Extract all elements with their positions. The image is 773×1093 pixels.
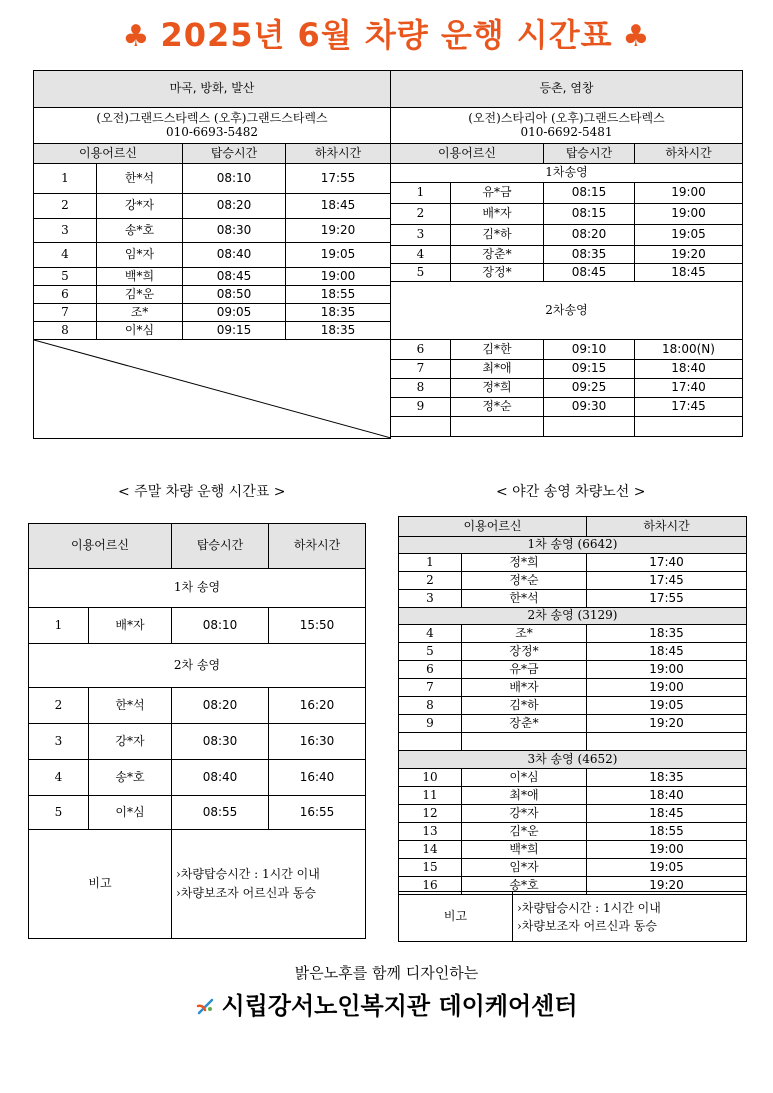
table-row: [34, 304, 391, 322]
table-row: [34, 164, 391, 194]
route-a-vehicle: (오전)그랜드스타렉스 (오후)그랜드스타렉스: [96, 111, 328, 126]
drop-off-time: 18:00(N): [635, 340, 743, 360]
third-run-label: 3차 송영 (4652): [399, 751, 747, 769]
drop-off-time: 18:35: [587, 769, 747, 787]
drop-off-time: 19:00: [286, 268, 391, 286]
senior-name: 송*호: [462, 877, 587, 895]
senior-name: 임*자: [97, 243, 183, 268]
senior-name: 송*호: [89, 760, 172, 796]
row-number: 1: [391, 183, 451, 204]
diagonal-line: [34, 340, 391, 438]
note-line: ›차량탑승시간 : 1시간 이내: [517, 900, 661, 915]
row-number: 13: [399, 823, 462, 841]
senior-name: 정*희: [451, 379, 544, 398]
senior-name: 최*애: [462, 787, 587, 805]
drop-off-time: 17:45: [635, 398, 743, 417]
table-row: [399, 625, 747, 643]
boarding-time: 08:50: [183, 286, 286, 304]
column-header: 이용어르신: [29, 524, 172, 569]
note-label: 비고: [399, 892, 513, 942]
drop-off-time: 16:30: [269, 724, 366, 760]
drop-off-time: 18:35: [286, 304, 391, 322]
notes-cell: [513, 892, 747, 942]
boarding-time: 08:20: [183, 194, 286, 219]
drop-off-time: 17:45: [587, 572, 747, 590]
drop-off-time: 19:05: [286, 243, 391, 268]
column-header: 하차시간: [587, 517, 747, 537]
row-number: 12: [399, 805, 462, 823]
row-number: 9: [399, 715, 462, 733]
row-number: 2: [34, 194, 97, 219]
table-row: [391, 204, 743, 225]
row-number: 11: [399, 787, 462, 805]
table-row: [399, 643, 747, 661]
table-row: [34, 268, 391, 286]
row-number: 6: [34, 286, 97, 304]
senior-name: 정*희: [462, 554, 587, 572]
drop-off-time: 17:40: [635, 379, 743, 398]
drop-off-time: 17:55: [286, 164, 391, 194]
senior-name: 김*운: [97, 286, 183, 304]
route-a-vehicle-info: [34, 108, 391, 144]
table-row: [399, 715, 747, 733]
drop-off-time: 19:20: [587, 877, 747, 895]
note-label: 비고: [29, 830, 172, 939]
drop-off-time: 16:55: [269, 796, 366, 830]
drop-off-time: 19:05: [635, 225, 743, 246]
night-table: [398, 516, 747, 895]
drop-off-time: 19:00: [635, 204, 743, 225]
row-number: 5: [391, 264, 451, 282]
boarding-time: 08:10: [183, 164, 286, 194]
senior-name: 장춘*: [451, 246, 544, 264]
boarding-time: 08:45: [183, 268, 286, 286]
table-row: [391, 340, 743, 360]
route-b-vehicle: (오전)스타리아 (오후)그랜드스타렉스: [468, 111, 665, 126]
senior-name: 최*애: [451, 360, 544, 379]
drop-off-time: 18:45: [587, 805, 747, 823]
drop-off-time: 19:05: [587, 859, 747, 877]
row-number: 6: [399, 661, 462, 679]
boarding-time: 09:05: [183, 304, 286, 322]
boarding-time: 09:30: [544, 398, 635, 417]
senior-name: 한*석: [462, 590, 587, 608]
table-row: [399, 661, 747, 679]
route-a-phone: 010-6693-5482: [165, 124, 259, 139]
footer-org: [0, 986, 773, 1021]
drop-off-time: 16:20: [269, 688, 366, 724]
drop-off-time: 17:55: [587, 590, 747, 608]
row-number: 16: [399, 877, 462, 895]
table-row: [391, 183, 743, 204]
route-a-table: [33, 70, 391, 439]
route-b-vehicle-info: [391, 108, 743, 144]
senior-name: 장정*: [451, 264, 544, 282]
senior-name: 강*자: [462, 805, 587, 823]
row-number: 15: [399, 859, 462, 877]
row-number: 8: [34, 322, 97, 340]
senior-name: 김*운: [462, 823, 587, 841]
note-line: ›차량보조자 어르신과 동승: [176, 886, 316, 900]
senior-name: 장춘*: [462, 715, 587, 733]
row-number: 4: [399, 625, 462, 643]
table-row: [391, 360, 743, 379]
table-row: [399, 787, 747, 805]
welfare-center-logo-icon: [195, 997, 215, 1017]
column-header: 이용어르신: [399, 517, 587, 537]
table-row: [29, 688, 366, 724]
table-row: [399, 805, 747, 823]
drop-off-time: 18:55: [587, 823, 747, 841]
table-row: [399, 679, 747, 697]
row-number: 2: [29, 688, 89, 724]
table-row: [391, 398, 743, 417]
table-row: [29, 760, 366, 796]
table-row: [29, 608, 366, 644]
boarding-time: 08:20: [544, 225, 635, 246]
row-number: 4: [29, 760, 89, 796]
row-number: 1: [399, 554, 462, 572]
table-row: [391, 379, 743, 398]
row-number: 3: [391, 225, 451, 246]
drop-off-time: 19:20: [286, 219, 391, 243]
empty-diagonal-cell: [34, 340, 391, 439]
table-row: [399, 769, 747, 787]
table-row: [34, 286, 391, 304]
footer-tagline: 밝은노후를 함께 디자인하는: [294, 964, 479, 982]
table-row: [34, 322, 391, 340]
drop-off-time: 18:45: [587, 643, 747, 661]
weekend-title: < 주말 차량 운행 시간표 >: [118, 484, 286, 500]
route-b-table: [390, 70, 743, 437]
drop-off-time: 19:05: [587, 697, 747, 715]
senior-name: 백*희: [462, 841, 587, 859]
weekend-table: [28, 523, 366, 939]
row-number: 4: [391, 246, 451, 264]
drop-off-time: 19:00: [587, 679, 747, 697]
senior-name: 임*자: [462, 859, 587, 877]
row-number: 3: [34, 219, 97, 243]
boarding-time: 09:10: [544, 340, 635, 360]
drop-off-time: 18:40: [635, 360, 743, 379]
route-a-region: 마곡, 방화, 발산: [34, 71, 391, 108]
senior-name: 배*자: [451, 204, 544, 225]
boarding-time: 09:15: [183, 322, 286, 340]
note-line: ›차량탑승시간 : 1시간 이내: [176, 866, 320, 881]
boarding-time: 08:15: [544, 183, 635, 204]
drop-off-time: 18:45: [286, 194, 391, 219]
row-number: 7: [34, 304, 97, 322]
senior-name: 백*희: [97, 268, 183, 286]
column-header: 하차시간: [635, 144, 743, 164]
boarding-time: 09:25: [544, 379, 635, 398]
table-row: [34, 243, 391, 268]
page-title: ♣ 2025년 6월 차량 운행 시간표 ♣: [122, 16, 651, 54]
row-number: 8: [391, 379, 451, 398]
boarding-time: 09:15: [544, 360, 635, 379]
org-name: 시립강서노인복지관 데이케어센터: [221, 992, 578, 1020]
senior-name: 조*: [97, 304, 183, 322]
drop-off-time: 18:35: [587, 625, 747, 643]
row-number: 7: [399, 679, 462, 697]
row-number: 8: [399, 697, 462, 715]
drop-off-time: 18:55: [286, 286, 391, 304]
senior-name: 배*자: [89, 608, 172, 644]
table-row: [29, 796, 366, 830]
row-number: 9: [391, 398, 451, 417]
senior-name: 송*호: [97, 219, 183, 243]
row-number: 14: [399, 841, 462, 859]
row-number: 5: [29, 796, 89, 830]
table-row: [399, 554, 747, 572]
first-run-label: 1차 송영 (6642): [399, 537, 747, 554]
senior-name: 이*심: [462, 769, 587, 787]
senior-name: 김*하: [462, 697, 587, 715]
table-row: [399, 859, 747, 877]
drop-off-time: 19:00: [635, 183, 743, 204]
boarding-time: 08:40: [183, 243, 286, 268]
column-header: 하차시간: [269, 524, 366, 569]
row-number: 1: [29, 608, 89, 644]
note-line: ›차량보조자 어르신과 동승: [517, 918, 657, 933]
boarding-time: 08:30: [172, 724, 269, 760]
table-row: [391, 246, 743, 264]
drop-off-time: 17:40: [587, 554, 747, 572]
boarding-time: 08:10: [172, 608, 269, 644]
senior-name: 강*자: [89, 724, 172, 760]
row-number: 3: [399, 590, 462, 608]
column-header: 탑승시간: [183, 144, 286, 164]
boarding-time: 08:15: [544, 204, 635, 225]
club-icon: ♣: [622, 19, 651, 54]
row-number: 1: [34, 164, 97, 194]
senior-name: 장정*: [462, 643, 587, 661]
table-row: [29, 724, 366, 760]
table-row: [399, 697, 747, 715]
table-row: [34, 194, 391, 219]
senior-name: 김*하: [451, 225, 544, 246]
senior-name: 한*석: [89, 688, 172, 724]
senior-name: 이*심: [89, 796, 172, 830]
table-row: [34, 219, 391, 243]
senior-name: 정*순: [462, 572, 587, 590]
boarding-time: 08:45: [544, 264, 635, 282]
second-run-label: 2차 송영 (3129): [399, 608, 747, 625]
second-run-label: 2차 송영: [29, 644, 366, 688]
senior-name: 강*자: [97, 194, 183, 219]
route-b-phone: 010-6692-5481: [520, 124, 613, 139]
column-header: 하차시간: [286, 144, 391, 164]
boarding-time: 08:20: [172, 688, 269, 724]
table-row: [399, 572, 747, 590]
row-number: 2: [391, 204, 451, 225]
column-header: 이용어르신: [391, 144, 544, 164]
first-run-label: 1차 송영: [29, 569, 366, 608]
first-run-label: 1차송영: [391, 164, 743, 183]
row-number: 2: [399, 572, 462, 590]
drop-off-time: 18:40: [587, 787, 747, 805]
table-row: [399, 841, 747, 859]
row-number: 4: [34, 243, 97, 268]
table-row: [399, 823, 747, 841]
column-header: 이용어르신: [34, 144, 183, 164]
senior-name: 한*석: [97, 164, 183, 194]
table-row: [399, 590, 747, 608]
column-header: 탑승시간: [172, 524, 269, 569]
senior-name: 정*순: [451, 398, 544, 417]
boarding-time: 08:40: [172, 760, 269, 796]
night-notes-row: [398, 891, 747, 942]
row-number: 7: [391, 360, 451, 379]
boarding-time: 08:30: [183, 219, 286, 243]
senior-name: 이*심: [97, 322, 183, 340]
drop-off-time: 16:40: [269, 760, 366, 796]
route-b-region: 등촌, 염창: [391, 71, 743, 108]
row-number: 5: [34, 268, 97, 286]
senior-name: 배*자: [462, 679, 587, 697]
drop-off-time: 19:20: [635, 246, 743, 264]
row-number: 6: [391, 340, 451, 360]
second-run-label: 2차송영: [391, 282, 743, 340]
boarding-time: 08:35: [544, 246, 635, 264]
boarding-time: 08:55: [172, 796, 269, 830]
drop-off-time: 18:45: [635, 264, 743, 282]
drop-off-time: 19:00: [587, 661, 747, 679]
drop-off-time: 19:00: [587, 841, 747, 859]
row-number: 3: [29, 724, 89, 760]
column-header: 탑승시간: [544, 144, 635, 164]
table-row: [391, 264, 743, 282]
senior-name: 유*금: [451, 183, 544, 204]
notes-cell: [172, 830, 366, 939]
drop-off-time: 19:20: [587, 715, 747, 733]
club-icon: ♣: [122, 19, 151, 54]
row-number: 10: [399, 769, 462, 787]
table-row: [391, 225, 743, 246]
night-title: < 야간 송영 차량노선 >: [496, 484, 646, 500]
senior-name: 조*: [462, 625, 587, 643]
drop-off-time: 18:35: [286, 322, 391, 340]
drop-off-time: 15:50: [269, 608, 366, 644]
senior-name: 김*한: [451, 340, 544, 360]
senior-name: 유*금: [462, 661, 587, 679]
row-number: 5: [399, 643, 462, 661]
